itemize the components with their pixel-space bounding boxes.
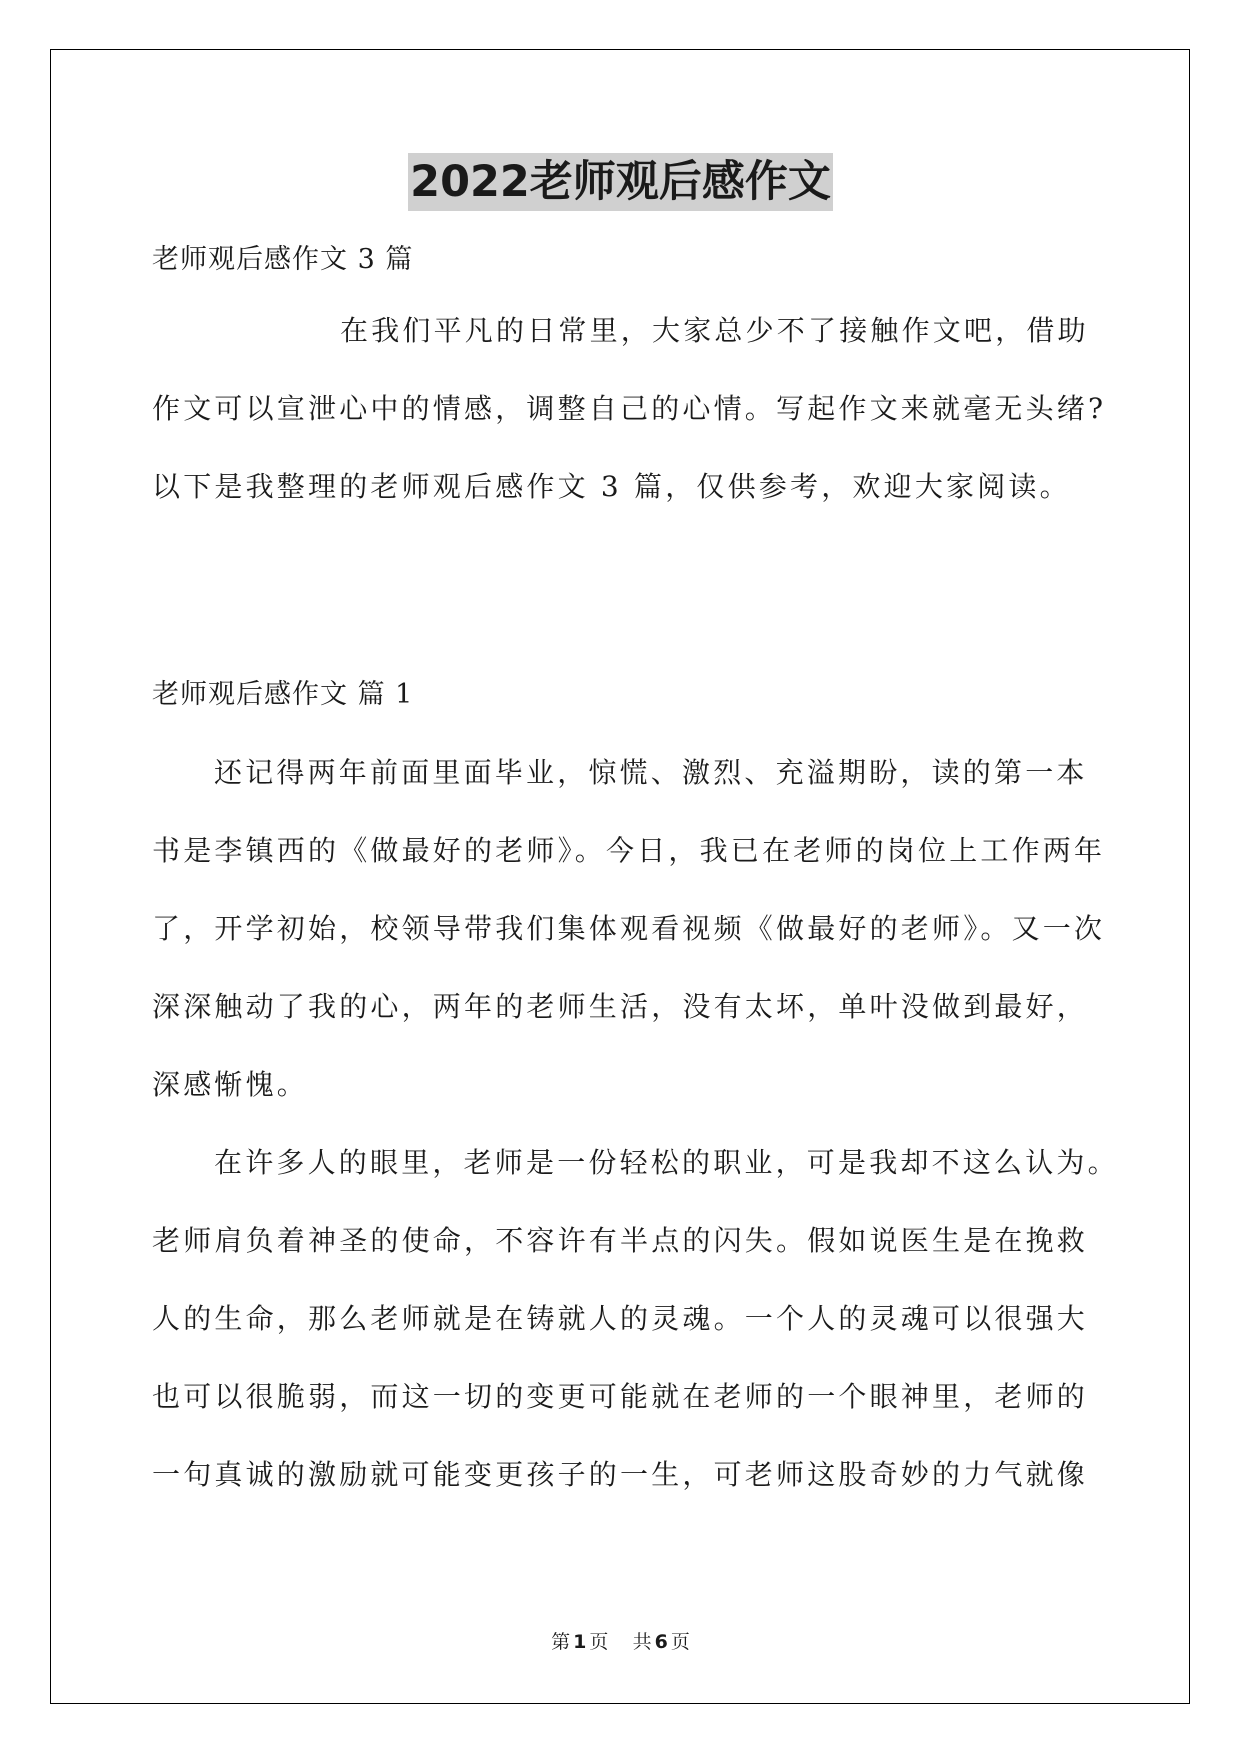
paragraph2-line-4: 也可以很脆弱，而这一切的变更可能就在老师的一个眼神里，老师的 [152,1380,1089,1413]
document-title: 2022老师观后感作文 [408,153,833,211]
paragraph2-line-3: 人的生命，那么老师就是在铸就人的灵魂。一个人的灵魂可以很强大 [152,1302,1089,1335]
document-subtitle: 老师观后感作文 3 篇 [152,244,414,275]
footer-total-unit: 页 [670,1631,690,1653]
intro-line-2: 作文可以宣泄心中的情感，调整自己的心情。写起作文来就毫无头绪? [152,392,1107,425]
footer-page-total: 6 [654,1631,668,1653]
paragraph1-line-4: 深深触动了我的心，两年的老师生活，没有太坏，单叶没做到最好， [152,990,1089,1023]
paragraph2-line-1: 在许多人的眼里，老师是一份轻松的职业，可是我却不这么认为。 [214,1146,1119,1179]
page-footer [0,1629,1241,1655]
paragraph1-line-1: 还记得两年前面里面毕业，惊慌、激烈、充溢期盼，读的第一本 [214,756,1088,789]
section-heading: 老师观后感作文 篇 1 [152,679,414,710]
footer-total-prefix: 共 [632,1631,652,1653]
footer-page-prefix: 第 [551,1631,571,1653]
intro-line-1: 在我们平凡的日常里，大家总少不了接触作文吧，借助 [340,314,1089,347]
paragraph1-line-2: 书是李镇西的《做最好的老师》。今日，我已在老师的岗位上工作两年 [152,834,1106,867]
footer-page-current: 1 [573,1631,587,1653]
intro-line-3: 以下是我整理的老师观后感作文 3 篇，仅供参考，欢迎大家阅读。 [152,470,1071,503]
paragraph1-line-5: 深感惭愧。 [152,1068,309,1101]
footer-page-unit: 页 [589,1631,609,1653]
paragraph2-line-2: 老师肩负着神圣的使命，不容许有半点的闪失。假如说医生是在挽救 [152,1224,1089,1257]
paragraph2-line-5: 一句真诚的激励就可能变更孩子的一生，可老师这股奇妙的力气就像 [152,1458,1089,1491]
title-container [0,153,1241,211]
paragraph1-line-3: 了，开学初始，校领导带我们集体观看视频《做最好的老师》。又一次 [152,912,1106,945]
